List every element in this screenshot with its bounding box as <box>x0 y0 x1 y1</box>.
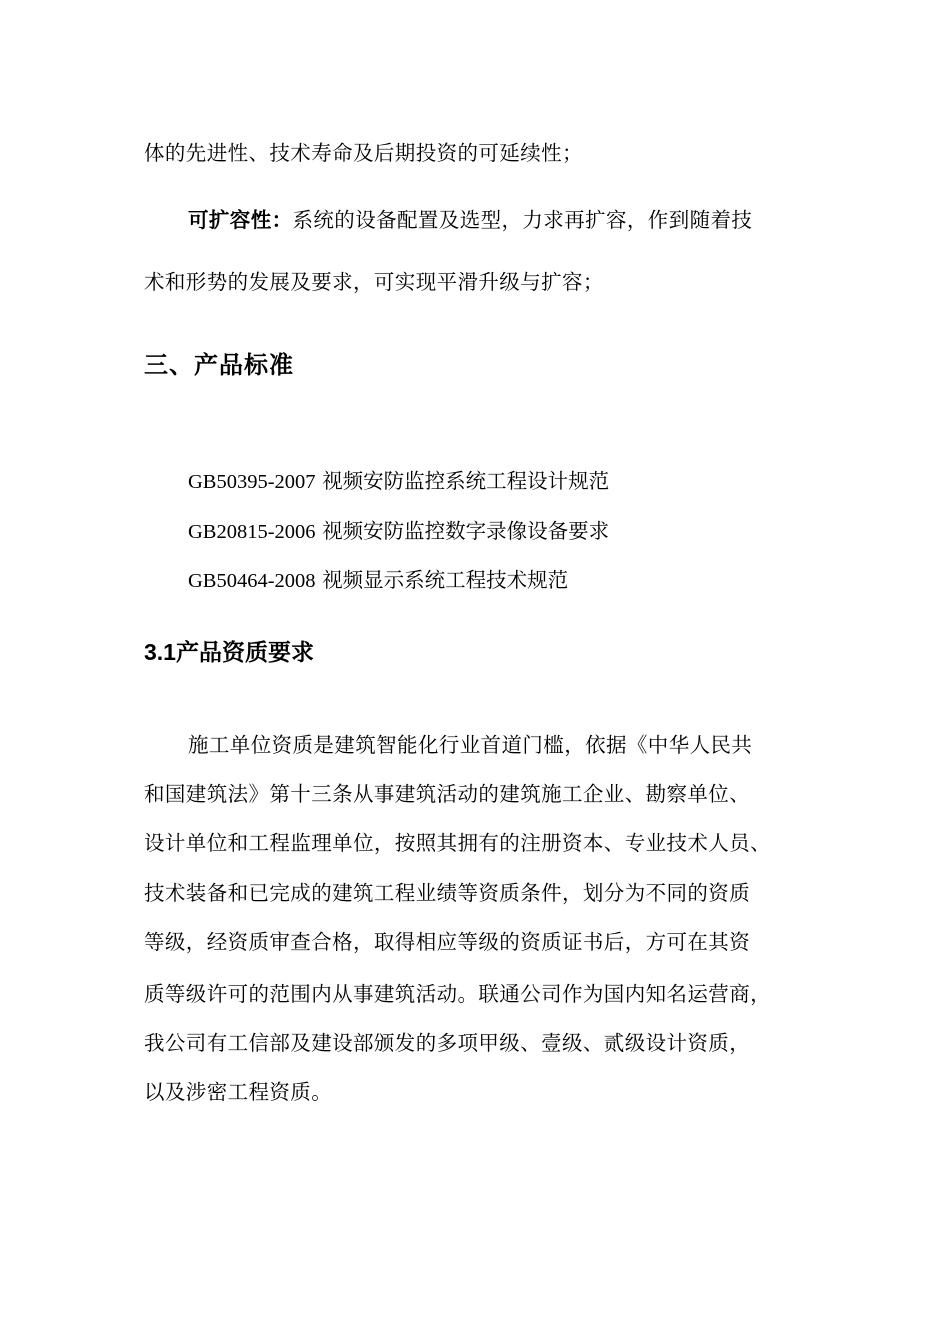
standard-item <box>188 566 568 595</box>
paragraph-line <box>188 206 752 234</box>
standard-code: GB50395-2007 <box>188 471 316 493</box>
standard-item <box>188 467 609 496</box>
subsection-number: 3.1 <box>144 639 176 665</box>
paragraph-line: 施工单位资质是建筑智能化行业首道门槛，依据《中华人民共 <box>188 733 753 757</box>
term-label: 可扩容性： <box>188 208 293 232</box>
paragraph-line: 以及涉密工程资质。 <box>144 1080 333 1104</box>
paragraph-line: 体的先进性、技术寿命及后期投资的可延续性； <box>144 141 583 165</box>
standard-item <box>188 517 609 546</box>
standard-code: GB50464-2008 <box>188 570 316 592</box>
standard-title: 视频安防监控数字录像设备要求 <box>322 519 610 543</box>
subsection-title: 产品资质要求 <box>175 639 314 666</box>
paragraph-line: 设计单位和工程监理单位，按照其拥有的注册资本、专业技术人员、 <box>144 831 771 855</box>
standard-title: 视频显示系统工程技术规范 <box>322 568 569 592</box>
paragraph-line: 技术装备和已完成的建筑工程业绩等资质条件，划分为不同的资质 <box>144 881 751 905</box>
standard-title: 视频安防监控系统工程设计规范 <box>322 469 610 493</box>
paragraph-line: 术和形势的发展及要求，可实现平滑升级与扩容； <box>144 270 604 294</box>
section-heading: 三、产品标准 <box>144 350 294 379</box>
paragraph-line: 我公司有工信部及建设部颁发的多项甲级、壹级、贰级设计资质， <box>144 1031 751 1055</box>
paragraph-line: 质等级许可的范围内从事建筑活动。联通公司作为国内知名运营商， <box>144 982 771 1006</box>
subsection-heading <box>144 637 314 668</box>
standard-code: GB20815-2006 <box>188 521 316 543</box>
paragraph-text: 系统的设备配置及选型，力求再扩容，作到随着技 <box>292 208 753 232</box>
paragraph-line: 等级，经资质审查合格，取得相应等级的资质证书后，方可在其资 <box>144 930 751 954</box>
paragraph-line: 和国建筑法》第十三条从事建筑活动的建筑施工企业、勘察单位、 <box>144 782 751 806</box>
